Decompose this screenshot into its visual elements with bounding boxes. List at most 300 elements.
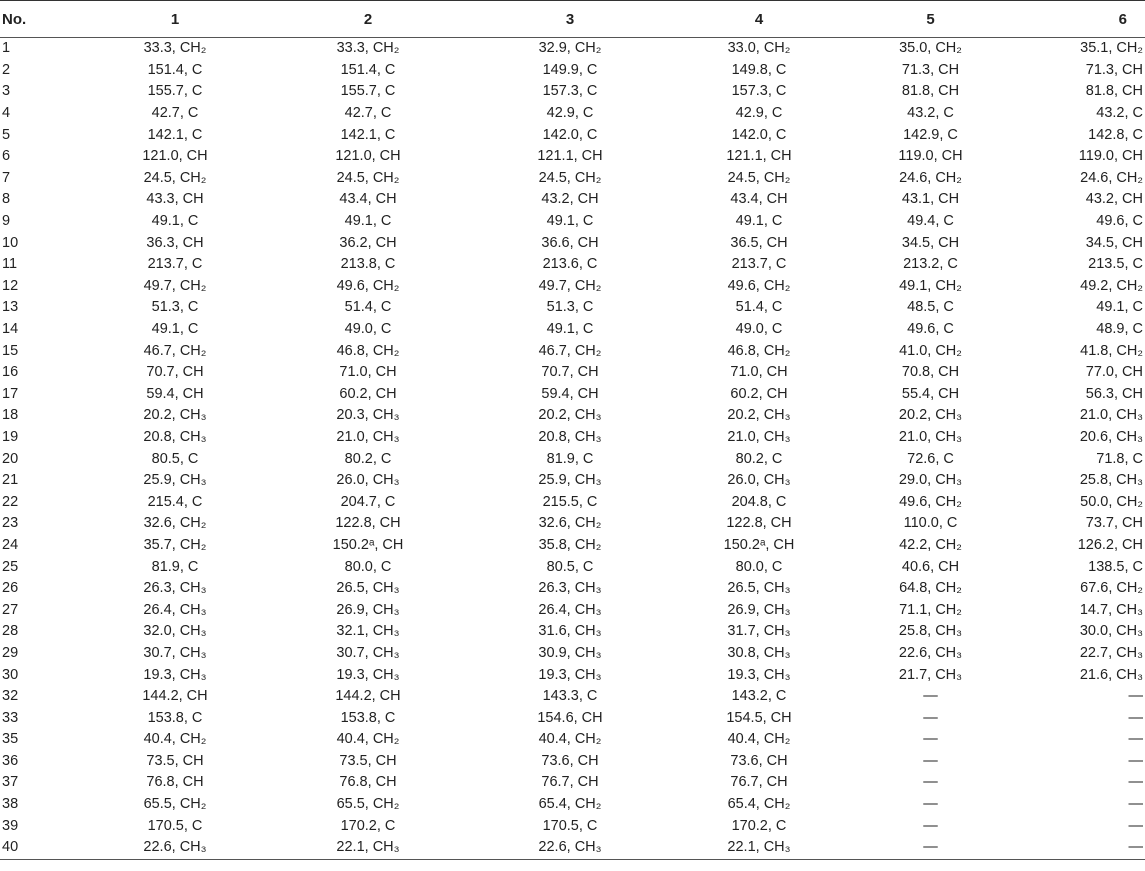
shift-cell: 71.1, CH₂	[899, 601, 962, 618]
shift-cell: 151.4, C	[147, 61, 203, 78]
position-number: 37	[2, 774, 19, 791]
table-row	[0, 837, 1145, 859]
header-compound-3: 3	[426, 1, 714, 38]
shift-cell: 71.0, CH	[339, 364, 397, 381]
shift-cell: 155.7, C	[147, 83, 203, 100]
position-number: 6	[2, 148, 11, 165]
shift-cell: 43.4, CH	[339, 191, 397, 208]
position-number: 2	[2, 61, 11, 78]
table-row	[0, 211, 1145, 233]
position-number: 33	[2, 709, 19, 726]
shift-cell: 204.7, C	[340, 493, 396, 510]
position-number: 1	[2, 40, 11, 57]
shift-cell: 76.7, CH	[541, 774, 599, 791]
shift-cell: 204.8, C	[731, 493, 787, 510]
shift-cell: 80.2, C	[735, 450, 783, 467]
shift-cell: 71.0, CH	[730, 364, 788, 381]
table-row	[0, 772, 1145, 794]
shift-cell: 35.7, CH₂	[143, 536, 207, 553]
shift-cell: 49.4, C	[907, 213, 954, 230]
shift-cell: 153.8, C	[147, 709, 203, 726]
shift-cell: 142.0, C	[731, 126, 787, 143]
shift-cell: 59.4, CH	[541, 385, 599, 402]
shift-cell: —	[923, 817, 938, 834]
shift-cell: 51.4, C	[735, 299, 783, 316]
position-number: 7	[2, 169, 11, 186]
shift-cell: 46.7, CH₂	[538, 342, 602, 359]
shift-cell: —	[923, 709, 938, 726]
shift-cell: 20.2, CH₃	[538, 407, 602, 424]
table-row	[0, 448, 1145, 470]
shift-cell: 36.6, CH	[541, 234, 599, 251]
shift-cell: 73.7, CH	[1085, 515, 1143, 532]
shift-cell: 25.9, CH₃	[538, 472, 602, 489]
table-row	[0, 319, 1145, 341]
shift-cell: 42.7, C	[344, 105, 392, 122]
shift-cell: 73.5, CH	[339, 752, 397, 769]
shift-cell: 55.4, CH	[901, 385, 960, 402]
shift-cell: 40.6, CH	[901, 558, 960, 575]
shift-cell: 43.1, CH	[901, 191, 960, 208]
position-number: 26	[2, 580, 19, 597]
shift-cell: 81.8, CH	[1085, 83, 1143, 100]
shift-cell: 21.0, CH₃	[727, 428, 791, 445]
shift-cell: 122.8, CH	[726, 515, 792, 532]
shift-cell: 26.0, CH₃	[727, 472, 791, 489]
table-row	[0, 405, 1145, 427]
position-number: 13	[2, 299, 19, 316]
shift-cell: 149.8, C	[731, 61, 787, 78]
shift-cell: 215.4, C	[147, 493, 203, 510]
position-number: 40	[0, 837, 40, 859]
shift-cell: 143.2, C	[731, 688, 787, 705]
table-row	[0, 146, 1145, 168]
shift-cell: 50.0, CH₂	[1080, 493, 1143, 510]
shift-cell: 49.6, CH₂	[727, 277, 791, 294]
table-body	[0, 38, 1145, 860]
shift-cell: 49.1, C	[1096, 299, 1143, 316]
shift-cell: 22.1, CH₃	[310, 837, 426, 859]
table-row	[0, 124, 1145, 146]
shift-cell: 80.0, C	[735, 558, 783, 575]
shift-cell: —	[1128, 731, 1143, 748]
shift-cell: 73.6, CH	[541, 752, 599, 769]
shift-cell: 21.0, CH₃	[898, 428, 963, 445]
shift-cell: 34.5, CH	[1085, 234, 1143, 251]
shift-cell: 40.4, CH₂	[538, 731, 602, 748]
shift-cell: 24.5, CH₂	[538, 169, 602, 186]
shift-cell: 42.9, C	[735, 105, 783, 122]
shift-cell: 76.7, CH	[730, 774, 788, 791]
table-row	[0, 556, 1145, 578]
shift-cell: 144.2, CH	[335, 688, 401, 705]
table-row	[0, 729, 1145, 751]
shift-cell: 30.7, CH₃	[336, 644, 400, 661]
table-row	[0, 643, 1145, 665]
shift-cell: 43.2, C	[907, 105, 954, 122]
shift-cell: 25.8, CH₃	[1079, 472, 1143, 489]
shift-cell: 110.0, C	[903, 515, 958, 532]
table-row	[0, 535, 1145, 557]
table-row	[0, 427, 1145, 449]
shift-cell: 24.5, CH₂	[727, 169, 791, 186]
table-row	[0, 815, 1145, 837]
table-row	[0, 362, 1145, 384]
table-row	[0, 384, 1145, 406]
shift-cell: 60.2, CH	[339, 385, 397, 402]
position-number: 28	[2, 623, 19, 640]
table-row	[0, 621, 1145, 643]
header-compound-1: 1	[40, 1, 310, 38]
shift-cell: 213.2, C	[903, 256, 958, 273]
shift-cell: 24.5, CH₂	[143, 169, 207, 186]
shift-cell: 32.6, CH₂	[538, 515, 602, 532]
shift-cell: 49.6, C	[1096, 213, 1143, 230]
shift-cell: 35.1, CH₂	[1080, 40, 1143, 57]
shift-cell: 43.2, CH	[1085, 191, 1143, 208]
shift-cell: 126.2, CH	[1077, 536, 1143, 553]
shift-cell: 36.5, CH	[730, 234, 788, 251]
shift-cell: —	[1128, 709, 1143, 726]
shift-cell: 213.5, C	[1088, 256, 1143, 273]
shift-cell: 121.1, CH	[537, 148, 603, 165]
shift-cell: 43.2, C	[1096, 105, 1143, 122]
shift-cell: 19.3, CH₃	[143, 666, 207, 683]
shift-cell: 142.1, C	[340, 126, 396, 143]
shift-cell: 70.7, CH	[146, 364, 204, 381]
shift-cell: —	[923, 752, 938, 769]
shift-cell: 143.3, C	[542, 688, 598, 705]
shift-cell: 22.6, CH₃	[898, 644, 963, 661]
header-row	[0, 1, 1145, 38]
shift-cell: 35.8, CH₂	[538, 536, 602, 553]
shift-cell: 46.8, CH₂	[727, 342, 791, 359]
shift-cell: 49.1, C	[151, 321, 199, 338]
table-row	[0, 38, 1145, 60]
position-number: 36	[2, 752, 19, 769]
position-number: 18	[2, 407, 19, 424]
table-row	[0, 470, 1145, 492]
shift-cell: 26.4, CH₃	[538, 601, 602, 618]
table-row	[0, 513, 1145, 535]
header-no: No.	[0, 1, 40, 38]
shift-cell: 122.8, CH	[335, 515, 401, 532]
shift-cell: —	[923, 688, 938, 705]
shift-cell: 29.0, CH₃	[898, 472, 963, 489]
shift-cell: —	[923, 796, 938, 813]
shift-cell: 36.2, CH	[339, 234, 397, 251]
shift-cell: 21.0, CH₃	[1079, 407, 1143, 424]
shift-cell: —	[923, 731, 938, 748]
shift-cell: 213.6, C	[542, 256, 598, 273]
shift-cell: 73.6, CH	[730, 752, 788, 769]
shift-cell: 21.7, CH₃	[898, 666, 963, 683]
shift-cell: 49.0, C	[344, 321, 392, 338]
position-number: 19	[2, 428, 19, 445]
shift-cell: 154.5, CH	[726, 709, 792, 726]
position-number: 27	[2, 601, 19, 618]
table-row	[0, 707, 1145, 729]
shift-cell: —	[1128, 796, 1143, 813]
shift-cell: —	[804, 837, 1057, 859]
shift-cell: 31.6, CH₃	[538, 623, 602, 640]
position-number: 21	[2, 472, 19, 489]
shift-cell: 48.9, C	[1096, 321, 1143, 338]
position-number: 10	[2, 234, 19, 251]
shift-cell: 51.3, C	[546, 299, 594, 316]
table-row	[0, 60, 1145, 82]
shift-cell: 41.8, CH₂	[1080, 342, 1143, 359]
shift-cell: 70.7, CH	[541, 364, 599, 381]
shift-cell: 19.3, CH₃	[336, 666, 400, 683]
shift-cell: 151.4, C	[340, 61, 396, 78]
shift-cell: 40.4, CH₂	[727, 731, 791, 748]
position-number: 35	[2, 731, 19, 748]
shift-cell: 71.3, CH	[901, 61, 960, 78]
shift-cell: 32.6, CH₂	[143, 515, 207, 532]
position-number: 32	[2, 688, 19, 705]
shift-cell: 20.2, CH₃	[727, 407, 791, 424]
shift-cell: 215.5, C	[542, 493, 598, 510]
shift-cell: 213.7, C	[731, 256, 787, 273]
shift-cell: 43.4, CH	[730, 191, 788, 208]
table-row	[0, 491, 1145, 513]
shift-cell: 49.1, C	[344, 213, 392, 230]
shift-cell: 26.5, CH₃	[727, 580, 791, 597]
shift-cell: 32.9, CH₂	[538, 40, 602, 57]
shift-cell: 60.2, CH	[730, 385, 788, 402]
shift-cell: 40.4, CH₂	[143, 731, 207, 748]
shift-cell: 119.0, CH	[1078, 148, 1143, 165]
shift-cell: 49.0, C	[735, 321, 783, 338]
shift-cell: 157.3, C	[542, 83, 598, 100]
shift-cell: 40.4, CH₂	[336, 731, 400, 748]
shift-cell: 26.3, CH₃	[538, 580, 602, 597]
shift-cell: 14.7, CH₃	[1079, 601, 1143, 618]
shift-cell: 70.8, CH	[901, 364, 960, 381]
shift-cell: 80.0, C	[344, 558, 392, 575]
shift-cell: —	[1128, 688, 1143, 705]
shift-cell: 30.9, CH₃	[538, 644, 602, 661]
shift-cell: 22.7, CH₃	[1079, 644, 1143, 661]
shift-cell: 31.7, CH₃	[727, 623, 791, 640]
table-row	[0, 81, 1145, 103]
table-row	[0, 232, 1145, 254]
shift-cell: 20.3, CH₃	[336, 407, 400, 424]
shift-cell: 25.9, CH₃	[143, 472, 207, 489]
position-number: 22	[2, 493, 19, 510]
shift-cell: 41.0, CH₂	[899, 342, 962, 359]
table-row	[0, 599, 1145, 621]
shift-cell: 33.3, CH₂	[143, 40, 207, 57]
shift-cell: 213.7, C	[147, 256, 203, 273]
shift-cell: 72.6, C	[907, 450, 954, 467]
shift-cell: 56.3, CH	[1085, 385, 1143, 402]
shift-cell: 42.9, C	[546, 105, 594, 122]
table-row	[0, 168, 1145, 190]
position-number: 9	[2, 213, 11, 230]
shift-cell: 22.1, CH₃	[714, 837, 804, 859]
header-compound-5: 5	[804, 1, 1057, 38]
shift-cell: 155.7, C	[340, 83, 396, 100]
shift-cell: 19.3, CH₃	[538, 666, 602, 683]
header-compound-2: 2	[310, 1, 426, 38]
shift-cell: 138.5, C	[1088, 558, 1143, 575]
shift-cell: 25.8, CH₃	[898, 623, 963, 640]
shift-cell: 24.6, CH₂	[899, 169, 962, 186]
shift-cell: 59.4, CH	[146, 385, 204, 402]
position-number: 24	[2, 536, 19, 553]
shift-cell: 71.8, C	[1096, 450, 1143, 467]
position-number: 8	[2, 191, 11, 208]
shift-cell: 51.3, C	[151, 299, 199, 316]
shift-cell: 213.8, C	[340, 256, 396, 273]
position-number: 29	[2, 644, 19, 661]
shift-cell: 43.3, CH	[146, 191, 204, 208]
position-number: 3	[2, 83, 11, 100]
shift-cell: 20.8, CH₃	[538, 428, 602, 445]
shift-cell: 49.1, C	[151, 213, 199, 230]
shift-cell: 119.0, CH	[898, 148, 963, 165]
shift-cell: 142.0, C	[542, 126, 598, 143]
shift-cell: 121.1, CH	[726, 148, 792, 165]
shift-cell: 71.3, CH	[1085, 61, 1143, 78]
shift-cell: 34.5, CH	[901, 234, 960, 251]
shift-cell: 33.3, CH₂	[336, 40, 400, 57]
header-compound-6: 6	[1057, 1, 1145, 38]
table-row	[0, 276, 1145, 298]
shift-cell: 26.5, CH₃	[336, 580, 400, 597]
shift-cell: 170.5, C	[147, 817, 203, 834]
shift-cell: 49.1, C	[546, 213, 594, 230]
shift-cell: 51.4, C	[344, 299, 392, 316]
position-number: 17	[2, 385, 19, 402]
shift-cell: 21.6, CH₃	[1079, 666, 1143, 683]
shift-cell: 154.6, CH	[537, 709, 603, 726]
shift-cell: 153.8, C	[340, 709, 396, 726]
shift-cell: 170.5, C	[542, 817, 598, 834]
shift-cell: 64.8, CH₂	[899, 580, 962, 597]
position-number: 11	[2, 256, 18, 273]
shift-cell: 26.4, CH₃	[143, 601, 207, 618]
shift-cell: —	[1128, 774, 1143, 791]
shift-cell: 26.9, CH₃	[336, 601, 400, 618]
shift-cell: 77.0, CH	[1085, 364, 1143, 381]
shift-cell: —	[923, 774, 938, 791]
position-number: 38	[2, 796, 19, 813]
shift-cell: 46.8, CH₂	[336, 342, 400, 359]
shift-cell: 73.5, CH	[146, 752, 204, 769]
shift-cell: 49.2, CH₂	[1080, 277, 1143, 294]
position-number: 20	[2, 450, 19, 467]
shift-cell: 48.5, C	[907, 299, 954, 316]
shift-cell: 80.5, C	[151, 450, 199, 467]
shift-cell: 20.2, CH₃	[143, 407, 207, 424]
shift-cell: 144.2, CH	[142, 688, 208, 705]
shift-cell: 49.7, CH₂	[143, 277, 207, 294]
shift-cell: 142.8, C	[1088, 126, 1143, 143]
shift-cell: 33.0, CH₂	[727, 40, 791, 57]
shift-cell: 20.2, CH₃	[898, 407, 963, 424]
position-number: 23	[2, 515, 19, 532]
shift-cell: 42.2, CH₂	[899, 536, 962, 553]
shift-cell: 30.8, CH₃	[727, 644, 791, 661]
shift-cell: 22.6, CH₃	[426, 837, 714, 859]
table-row	[0, 664, 1145, 686]
shift-cell: 170.2, C	[340, 817, 396, 834]
shift-cell: 65.5, CH₂	[143, 796, 207, 813]
table-row	[0, 578, 1145, 600]
shift-cell: 149.9, C	[542, 61, 598, 78]
shift-cell: 24.6, CH₂	[1080, 169, 1143, 186]
position-number: 5	[2, 126, 11, 143]
shift-cell: 49.7, CH₂	[538, 277, 602, 294]
position-number: 39	[2, 817, 19, 834]
table-row	[0, 340, 1145, 362]
table-row	[0, 254, 1145, 276]
position-number: 30	[2, 666, 19, 683]
table-row	[0, 686, 1145, 708]
table-header	[0, 1, 1145, 38]
position-number: 15	[2, 342, 19, 359]
shift-cell: 80.2, C	[344, 450, 392, 467]
shift-cell: 49.1, CH₂	[899, 277, 962, 294]
position-number: 14	[2, 321, 19, 338]
shift-cell: 36.3, CH	[146, 234, 204, 251]
shift-cell: 81.9, C	[151, 558, 199, 575]
shift-cell: 19.3, CH₃	[727, 666, 791, 683]
table-row	[0, 189, 1145, 211]
position-number: 12	[2, 277, 19, 294]
shift-cell: 43.2, CH	[541, 191, 599, 208]
shift-cell: 65.4, CH₂	[538, 796, 602, 813]
shift-cell: 49.6, CH₂	[899, 493, 962, 510]
shift-cell: 20.8, CH₃	[143, 428, 207, 445]
shift-cell: 21.0, CH₃	[336, 428, 400, 445]
shift-cell: 121.0, CH	[335, 148, 401, 165]
position-number: 25	[2, 558, 19, 575]
shift-cell: —	[1057, 837, 1145, 859]
shift-cell: —	[1128, 752, 1143, 769]
shift-cell: 67.6, CH₂	[1080, 580, 1143, 597]
shift-cell: 142.9, C	[903, 126, 958, 143]
table-row	[0, 794, 1145, 816]
shift-cell: 76.8, CH	[339, 774, 397, 791]
shift-cell: 170.2, C	[731, 817, 787, 834]
header-compound-4: 4	[714, 1, 804, 38]
shift-cell: 30.0, CH₃	[1079, 623, 1143, 640]
shift-cell: 49.1, C	[735, 213, 783, 230]
shift-cell: 76.8, CH	[146, 774, 204, 791]
shift-cell: 150.2ᵃ, CH	[332, 536, 404, 553]
shift-cell: 157.3, C	[731, 83, 787, 100]
position-number: 4	[2, 105, 11, 122]
shift-cell: 65.5, CH₂	[336, 796, 400, 813]
shift-cell: 32.1, CH₃	[336, 623, 400, 640]
shift-cell: 49.6, C	[907, 321, 954, 338]
shift-cell: 22.6, CH₃	[40, 837, 310, 859]
table-row	[0, 103, 1145, 125]
shift-cell: 26.9, CH₃	[727, 601, 791, 618]
table-row	[0, 751, 1145, 773]
shift-cell: 20.6, CH₃	[1079, 428, 1143, 445]
shift-cell: 121.0, CH	[142, 148, 208, 165]
shift-cell: 81.8, CH	[901, 83, 960, 100]
shift-cell: 32.0, CH₃	[143, 623, 207, 640]
shift-cell: 81.9, C	[546, 450, 594, 467]
shift-cell: 65.4, CH₂	[727, 796, 791, 813]
shift-cell: —	[1128, 817, 1143, 834]
